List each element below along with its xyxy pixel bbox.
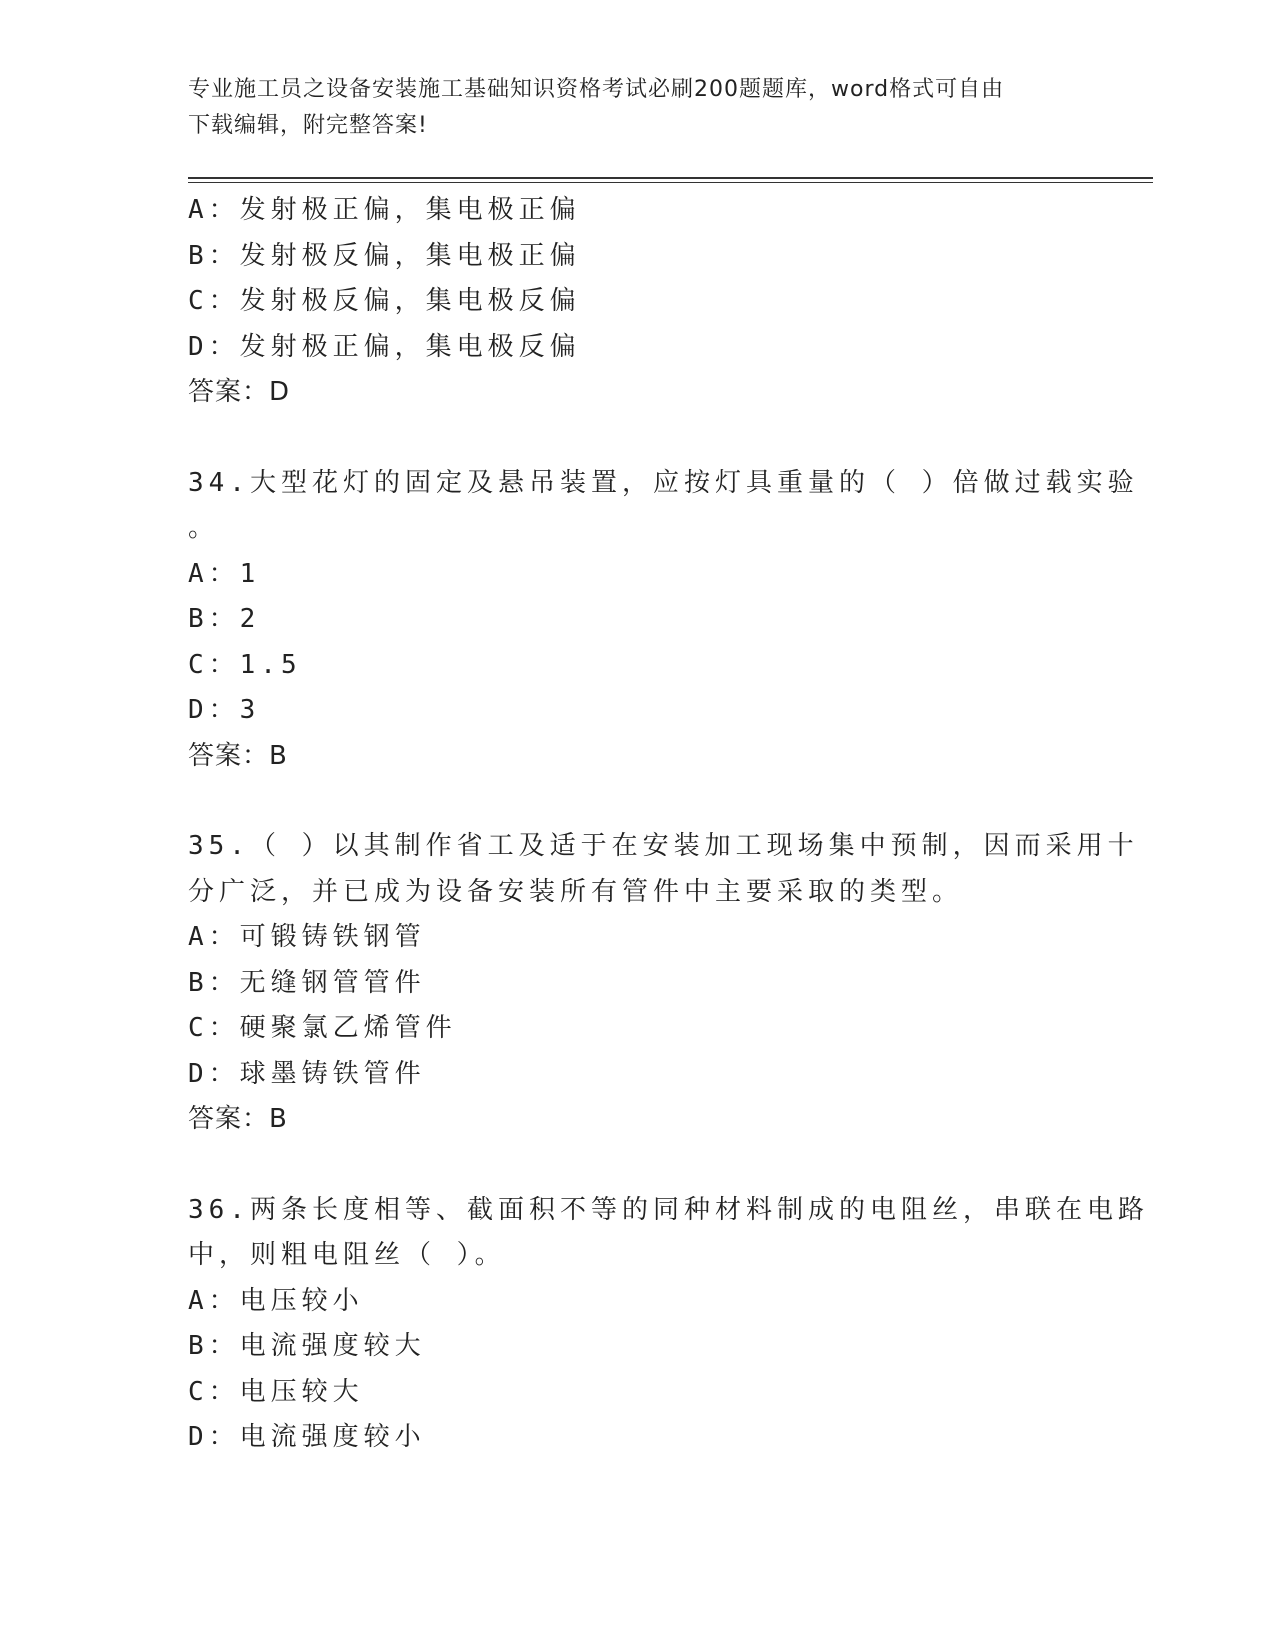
question-text-line-1: 34.大型花灯的固定及悬吊装置，应按灯具重量的（ ）倍做过载实验 xyxy=(188,467,1139,498)
question-text-line-2: 分广泛，并已成为设备安装所有管件中主要采取的类型。 xyxy=(188,876,964,907)
question-36 xyxy=(188,1188,1149,1461)
question-text-line-2: 。 xyxy=(188,513,220,543)
option-d: D：发射极正偏，集电极反偏 xyxy=(188,331,581,362)
question-list xyxy=(188,188,1149,1461)
document-header xyxy=(188,72,1088,144)
question-text-line-1: 35.（ ）以其制作省工及适于在安装加工现场集中预制，因而采用十 xyxy=(188,831,1139,861)
option-b: B：2 xyxy=(188,604,261,634)
answer: 答案：D xyxy=(188,377,291,407)
option-b: B：无缝钢管管件 xyxy=(188,967,426,998)
option-d: D：球墨铸铁管件 xyxy=(188,1058,426,1089)
question-text-line-1: 36.两条长度相等、截面积不等的同种材料制成的电阻丝，串联在电路 xyxy=(188,1194,1149,1225)
option-d: D：3 xyxy=(188,695,261,725)
option-b: B：发射极反偏，集电极正偏 xyxy=(188,240,581,271)
question-35 xyxy=(188,824,1139,1143)
question-text-line-2: 中，则粗电阻丝（ ）。 xyxy=(188,1240,506,1270)
option-a: A：可锻铸铁钢管 xyxy=(188,922,426,952)
header-line-2: 下载编辑，附完整答案! xyxy=(188,113,428,138)
option-c: C：硬聚氯乙烯管件 xyxy=(188,1013,457,1043)
header-line-1: 专业施工员之设备安装施工基础知识资格考试必刷200题题库，word格式可自由 xyxy=(188,77,1005,102)
option-a: A：发射极正偏，集电极正偏 xyxy=(188,195,581,225)
question-34 xyxy=(188,461,1139,780)
option-c: C：电压较大 xyxy=(188,1376,364,1407)
answer: 答案：B xyxy=(188,740,288,771)
option-d: D：电流强度较小 xyxy=(188,1422,426,1452)
answer: 答案：B xyxy=(188,1104,288,1134)
header-rule-thick xyxy=(188,177,1153,179)
option-a: A：1 xyxy=(188,558,261,589)
option-c: C：发射极反偏，集电极反偏 xyxy=(188,286,581,316)
option-c: C：1.5 xyxy=(188,649,302,680)
option-a: A：电压较小 xyxy=(188,1285,364,1316)
question-33 xyxy=(188,188,1088,416)
header-rule-thin xyxy=(188,182,1153,183)
option-b: B：电流强度较大 xyxy=(188,1331,426,1361)
